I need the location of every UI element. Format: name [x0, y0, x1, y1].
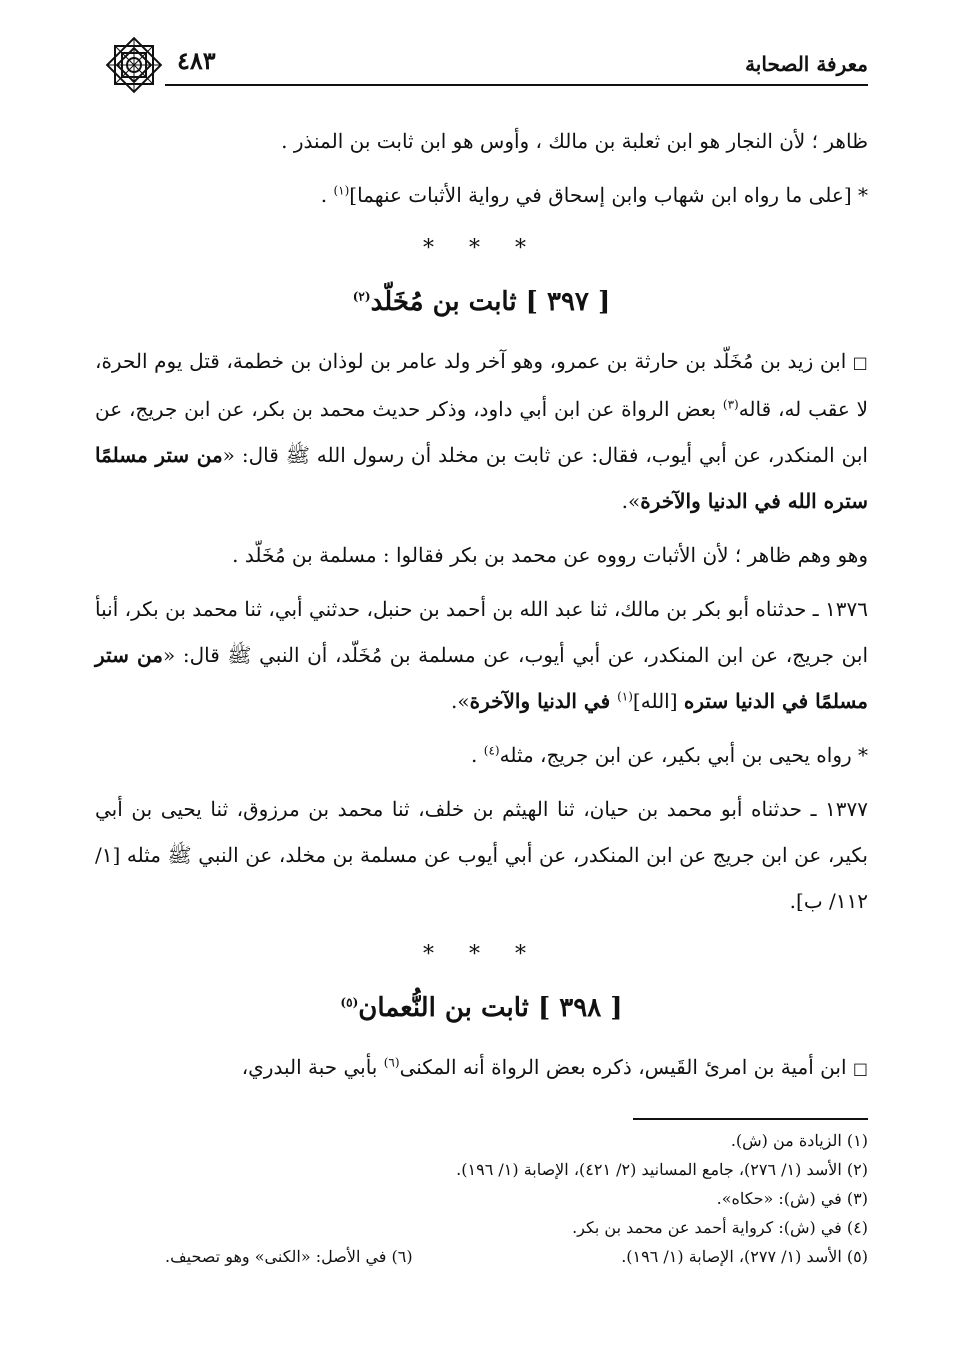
- running-title: معرفة الصحابة: [745, 52, 868, 76]
- footnote-ref: (٢): [352, 289, 371, 304]
- footnote: (٥) الأسد (١/ ٢٧٧)، الإصابة (١/ ١٩٦).: [621, 1247, 868, 1266]
- section-heading: [95, 276, 868, 328]
- paragraph-text: ابن زيد بن مُخَلّد بن حارثة بن عمرو، وهو آخر ولد عامر بن لوذان بن خطمة، قتل يوم الحرة، لا عقب له، قاله: [95, 349, 868, 421]
- section-separator: * * *: [423, 236, 540, 261]
- main-text: [95, 118, 868, 1096]
- footnote: (٤) في (ش): كرواية أحمد عن محمد بن بكر.: [572, 1218, 868, 1237]
- paragraph-box-marker-icon: □: [852, 353, 868, 372]
- paragraph-text: ظاهر ؛ لأن النجار هو ابن ثعلبة بن مالك ، وأوس هو ابن ثابت بن المنذر .: [281, 129, 868, 153]
- punctuation: ».: [451, 689, 470, 713]
- paragraph-text: [الله]: [632, 689, 684, 713]
- header-rule: [165, 84, 868, 86]
- paragraph: [95, 532, 868, 578]
- paragraph: [95, 118, 868, 164]
- paragraph-text: بعض الرواة عن ابن أبي داود، وذكر حديث محمد بن بكر، عن ابن جريج، عن ابن المنكدر، عن أبي أيوب، فقال: عن ثابت بن مخلد أن رسول الله ﷺ قال: «: [95, 397, 868, 467]
- footnote-ref: (٥): [340, 995, 359, 1010]
- page-header: [95, 40, 868, 90]
- heading-text: [ ٣٩٧ ] ثابت بن مُخَلّد: [370, 287, 611, 317]
- footnote-ref: (١): [333, 183, 350, 198]
- hadith-text: في الدنيا والآخرة: [469, 689, 618, 713]
- heading-text: [ ٣٩٨ ] ثابت بن النُّعمان: [358, 993, 623, 1023]
- paragraph: [95, 786, 868, 924]
- paragraph-text: بأبي حبة البدري،: [241, 1055, 384, 1079]
- footnote: (١) الزيادة من (ش).: [730, 1131, 868, 1150]
- paragraph-text: ١٣٧٦ ـ حدثناه أبو بكر بن مالك، ثنا عبد الله بن أحمد بن حنبل، حدثني أبي، ثنا محمد بن بكر، أنبأ ابن جريج، عن ابن المنكدر، عن أبي أيوب، عن مسلمة بن مُخَلّد، أن النبي ﷺ قال: «: [95, 597, 868, 667]
- footnote-ref: (١): [617, 689, 633, 704]
- punctuation: .: [320, 183, 334, 207]
- section-separator: * * *: [423, 942, 540, 967]
- paragraph: [95, 1044, 868, 1092]
- footnote: (٢) الأسد (١/ ٢٧٦)، جامع المسانيد (٢/ ٤٢١)، الإصابة (١/ ١٩٦).: [456, 1160, 868, 1179]
- punctuation: .: [471, 743, 484, 767]
- paragraph: [95, 172, 868, 218]
- paragraph-text: * [على ما رواه ابن شهاب وابن إسحاق في رواية الأثبات عنهما]: [349, 183, 868, 207]
- hadith-text: من ستر مسلمًا ستره الله في الدنيا والآخرة: [95, 443, 868, 513]
- footnote-ref: (٤): [483, 743, 500, 758]
- footnote-ref: (٣): [722, 397, 739, 412]
- paragraph: [95, 338, 868, 524]
- paragraph-box-marker-icon: □: [852, 1059, 868, 1078]
- footnote: (٦) في الأصل: «الكنى» وهو تصحيف.: [165, 1247, 413, 1266]
- footnotes: [95, 1126, 868, 1271]
- punctuation: ».: [621, 489, 641, 513]
- footnote-rule: [633, 1118, 868, 1120]
- footnote-row: [95, 1242, 868, 1271]
- paragraph: [95, 586, 868, 724]
- section-heading: [95, 982, 868, 1034]
- page-number: ٤٨٣: [177, 46, 216, 75]
- octagonal-star-ornament-icon: [103, 34, 165, 96]
- hadith-text: من ستر مسلمًا في الدنيا ستره: [95, 643, 868, 713]
- paragraph-text: ابن أمية بن امرئ القَيس، ذكره بعض الرواة أنه المكنى: [399, 1055, 853, 1079]
- paragraph-text: ١٣٧٧ ـ حدثناه أبو محمد بن حيان، ثنا الهيثم بن خلف، ثنا محمد بن مرزوق، ثنا يحيى بن أبي بكير، عن ابن جريج عن ابن المنكدر، عن أبي أيوب عن مسلمة بن مخلد، عن النبي ﷺ مثله [١/ ١١٢/ ب].: [95, 797, 868, 913]
- paragraph-text: وهو وهم ظاهر ؛ لأن الأثبات رووه عن محمد بن بكر فقالوا : مسلمة بن مُخَلّد .: [232, 543, 868, 567]
- paragraph: [95, 732, 868, 778]
- paragraph-text: * رواه يحيى بن أبي بكير، عن ابن جريج، مثله: [499, 743, 868, 767]
- footnote-ref: (٦): [383, 1055, 400, 1070]
- footnote: (٣) في (ش): «حكاه».: [716, 1189, 868, 1208]
